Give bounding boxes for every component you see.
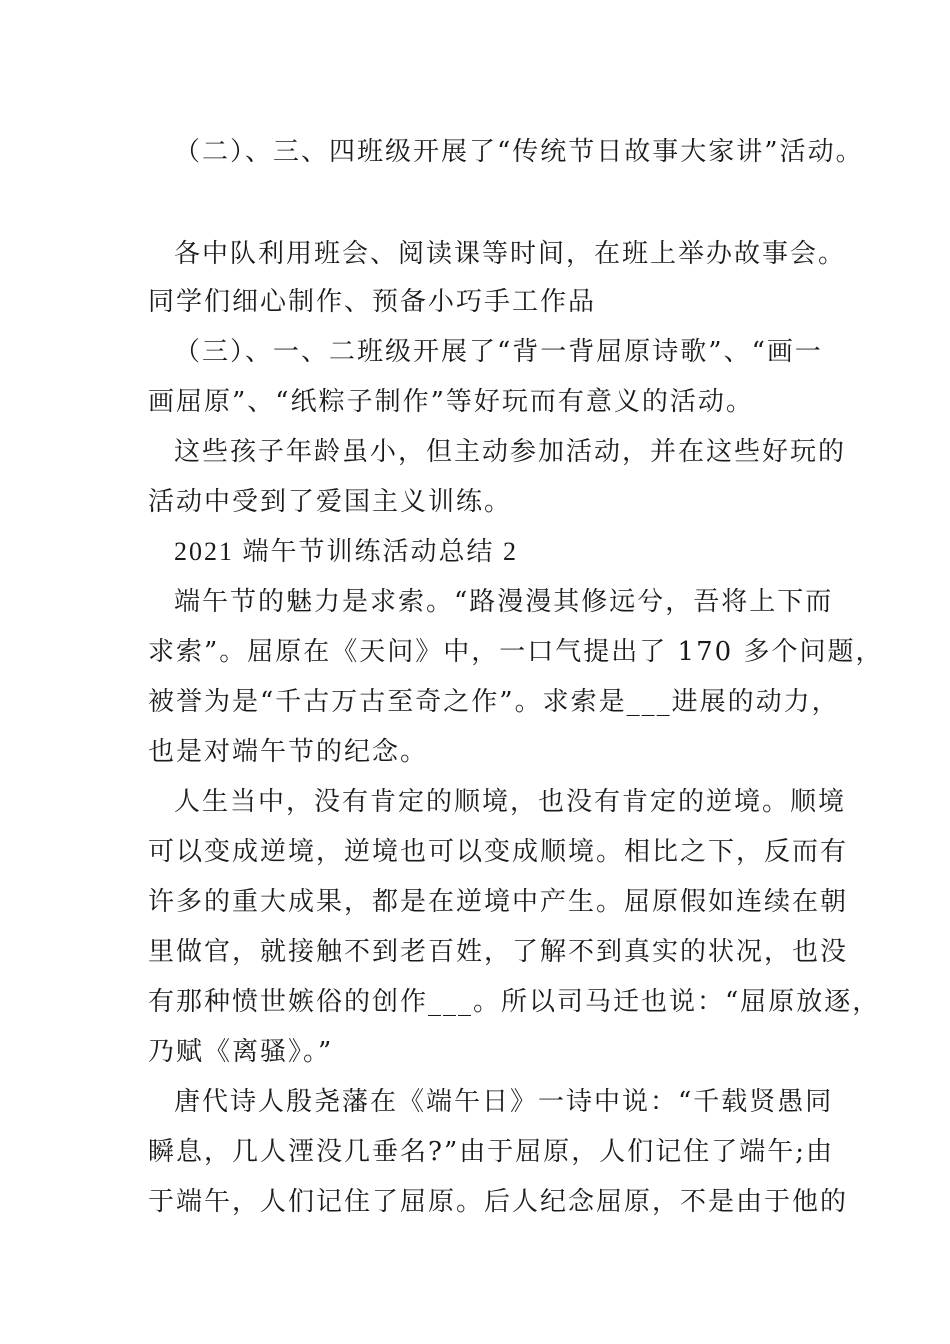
text-line-11: 被誉为是“千古万古至奇之作”。求索是___进展的动力， bbox=[148, 687, 840, 717]
text-line-17: 有那种愤世嫉俗的创作___。所以司马迁也说：“屈原放逐， bbox=[148, 987, 881, 1017]
text-line-10: 求索”。屈原在《天问》中，一口气提出了 170 多个问题， bbox=[148, 637, 884, 667]
text-line-5: 画屈原”、“纸粽子制作”等好玩而有意义的活动。 bbox=[148, 387, 754, 417]
text-line-7: 活动中受到了爱国主义训练。 bbox=[148, 487, 513, 517]
text-line-18: 乃赋《离骚》。” bbox=[148, 1037, 334, 1067]
section-heading: 2021 端午节训练活动总结 2 bbox=[174, 537, 519, 566]
text-line-2: 各中队利用班会、阅读课等时间，在班上举办故事会。 bbox=[174, 239, 847, 269]
text-line-15: 许多的重大成果，都是在逆境中产生。屈原假如连续在朝 bbox=[148, 887, 849, 917]
text-line-14: 可以变成逆境，逆境也可以变成顺境。相比之下，反而有 bbox=[148, 837, 849, 867]
text-line-12: 也是对端午节的纪念。 bbox=[148, 737, 429, 767]
text-line-20: 瞬息，几人湮没几垂名?”由于屈原，人们记住了端午;由 bbox=[148, 1137, 834, 1167]
text-line-6: 这些孩子年龄虽小，但主动参加活动，并在这些好玩的 bbox=[174, 437, 847, 467]
text-line-13: 人生当中，没有肯定的顺境，也没有肯定的逆境。顺境 bbox=[174, 787, 847, 817]
text-line-16: 里做官，就接触不到老百姓，了解不到真实的状况，也没 bbox=[148, 937, 849, 967]
text-line-19: 唐代诗人殷尧藩在《端午日》一诗中说：“千载贤愚同 bbox=[174, 1087, 834, 1117]
text-line-9: 端午节的魅力是求索。“路漫漫其修远兮，吾将上下而 bbox=[174, 587, 834, 617]
text-line-1: （二）、三、四班级开展了“传统节日故事大家讲”活动。 bbox=[174, 137, 864, 167]
text-line-3: 同学们细心制作、预备小巧手工作品 bbox=[148, 287, 597, 317]
text-line-4: （三）、一、二班级开展了“背一背屈原诗歌”、“画一 bbox=[174, 337, 823, 367]
text-line-21: 于端午，人们记住了屈原。后人纪念屈原，不是由于他的 bbox=[148, 1187, 849, 1217]
